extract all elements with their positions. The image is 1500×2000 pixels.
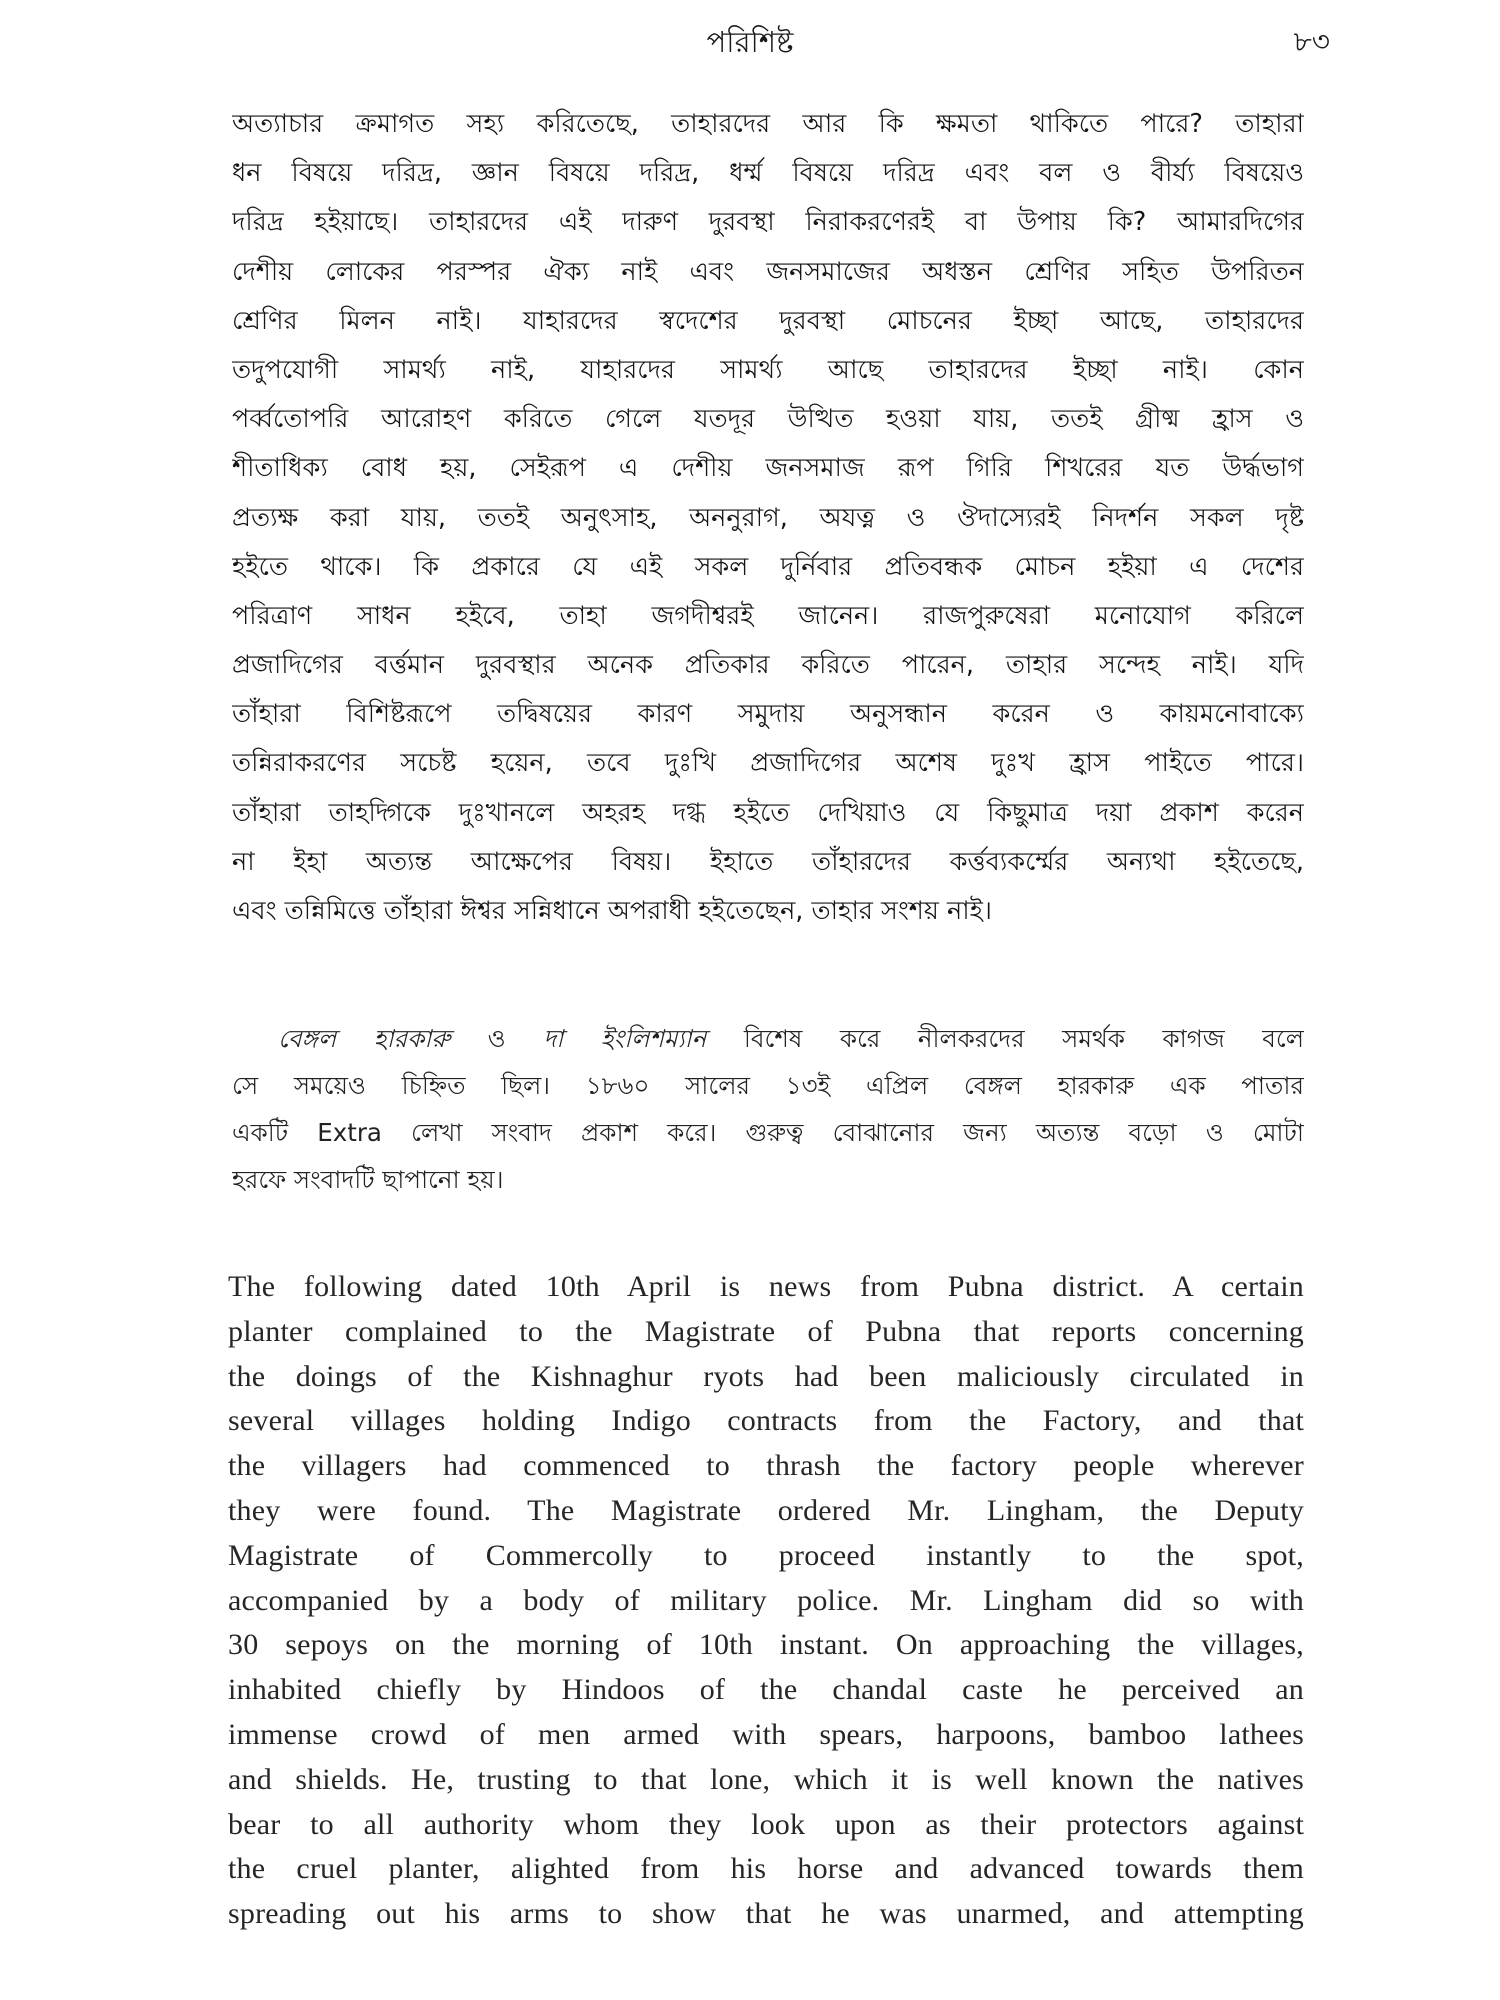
text-line: তাঁহারা বিশিষ্টরূপে তদ্বিষয়ের কারণ সমুদায় অনুসন্ধান করেন ও কায়মনোবাক্যে bbox=[232, 699, 1304, 730]
running-header-title: পরিশিষ্ট bbox=[706, 25, 794, 59]
text-line: planter complained to the Magistrate of Pubna that reports concerning bbox=[228, 1314, 1304, 1348]
text-line: তন্নিরাকরণের সচেষ্ট হয়েন, তবে দুঃখি প্রজাদিগের অশেষ দুঃখ হ্রাস পাইতে পারে। bbox=[232, 748, 1304, 779]
text-line: শীতাধিক্য বোধ হয়, সেইরূপ এ দেশীয় জনসমাজ রূপ গিরি শিখরের যত উৰ্দ্ধভাগ bbox=[232, 453, 1304, 484]
text-line: the villagers had commenced to thrash the factory people wherever bbox=[228, 1449, 1304, 1483]
bengali-paragraph-2 bbox=[232, 1015, 1304, 1203]
text-line bbox=[232, 1015, 1304, 1062]
text-line: প্রত্যক্ষ করা যায়, ততই অনুৎসাহ, অননুরাগ, অযত্ন ও ঔদাস্যেরই নিদর্শন সকল দৃষ্ট bbox=[232, 502, 1304, 533]
text-fragment: ও bbox=[450, 1024, 544, 1053]
text-line: পরিত্রাণ সাধন হইবে, তাহা জগদীশ্বরই জানেন। রাজপুরুষেরা মনোযোগ করিলে bbox=[232, 600, 1304, 631]
newspaper-name: দা ইংলিশম্যান bbox=[543, 1024, 707, 1053]
page-number: ৮৩ bbox=[1293, 25, 1330, 58]
english-quoted-paragraph bbox=[228, 1265, 1304, 1937]
text-line: প্রজাদিগের বৰ্ত্তমান দুরবস্থার অনেক প্রতিকার করিতে পারেন, তাহার সন্দেহ নাই। যদি bbox=[232, 650, 1304, 681]
bengali-paragraph-1 bbox=[232, 100, 1304, 936]
text-line: হরফে সংবাদটি ছাপানো হয়। bbox=[232, 1165, 504, 1194]
text-line: তদুপযোগী সামর্থ্য নাই, যাহারদের সামর্থ্য আছে তাহারদের ইচ্ছা নাই। কোন bbox=[232, 354, 1304, 385]
text-line: শ্রেণির মিলন নাই। যাহারদের স্বদেশের দুরবস্থা মোচনের ইচ্ছা আছে, তাহারদের bbox=[232, 305, 1304, 336]
text-line: bear to all authority whom they look upon as their protectors against bbox=[228, 1807, 1304, 1841]
text-line: the cruel planter, alighted from his horse and advanced towards them bbox=[228, 1852, 1304, 1886]
text-line: inhabited chiefly by Hindoos of the chandal caste he perceived an bbox=[228, 1673, 1304, 1707]
text-line: several villages holding Indigo contracts from the Factory, and that bbox=[228, 1404, 1304, 1438]
text-line: দেশীয় লোকের পরস্পর ঐক্য নাই এবং জনসমাজের অধস্তন শ্রেণির সহিত উপরিতন bbox=[232, 256, 1304, 287]
text-line: তাঁহারা তাহদ্গিকে দুঃখানলে অহরহ দগ্ধ হইতে দেখিয়াও যে কিছুমাত্র দয়া প্রকাশ করেন bbox=[232, 797, 1304, 828]
text-fragment: বিশেষ করে নীলকরদের সমর্থক কাগজ বলে bbox=[706, 1024, 1304, 1053]
text-line: হইতে থাকে। কি প্রকারে যে এই সকল দুর্নিবার প্রতিবন্ধক মোচন হইয়া এ দেশের bbox=[232, 551, 1304, 582]
text-line: দরিদ্র হইয়াছে। তাহারদের এই দারুণ দুরবস্থা নিরাকরণেরই বা উপায় কি? আমারদিগের bbox=[232, 207, 1304, 238]
text-line: The following dated 10th April is news from Pubna district. A certain bbox=[228, 1270, 1304, 1303]
text-line: and shields. He, trusting to that lone, which it is well known the natives bbox=[228, 1762, 1304, 1796]
text-line: accompanied by a body of military police. Mr. Lingham did so with bbox=[228, 1583, 1304, 1617]
text-line: সে সময়েও চিহ্নিত ছিল। ১৮৬০ সালের ১৩ই এপ্রিল বেঙ্গল হারকারু এক পাতার bbox=[232, 1071, 1304, 1100]
newspaper-name: বেঙ্গল হারকারু bbox=[278, 1024, 451, 1053]
text-line: they were found. The Magistrate ordered Mr. Lingham, the Deputy bbox=[228, 1493, 1304, 1527]
text-line: ধন বিষয়ে দরিদ্র, জ্ঞান বিষয়ে দরিদ্র, ধৰ্ম্ম বিষয়ে দরিদ্র এবং বল ও বীর্য্য বিষয়েও bbox=[232, 158, 1304, 189]
text-line: spreading out his arms to show that he was unarmed, and attempting bbox=[228, 1897, 1304, 1931]
text-line: এবং তন্নিমিত্তে তাঁহারা ঈশ্বর সন্নিধানে অপরাধী হইতেছেন, তাহার সংশয় নাই। bbox=[232, 896, 993, 926]
text-line: immense crowd of men armed with spears, harpoons, bamboo lathees bbox=[228, 1717, 1304, 1751]
text-line: একটি Extra লেখা সংবাদ প্রকাশ করে। গুরুত্ব বোঝানোর জন্য অত্যন্ত বড়ো ও মোটা bbox=[232, 1118, 1304, 1147]
text-line: না ইহা অত্যন্ত আক্ষেপের বিষয়। ইহাতে তাঁহারদের কৰ্ত্তব্যকৰ্ম্মের অন্যথা হইতেছে, bbox=[232, 846, 1304, 877]
text-line: Magistrate of Commercolly to proceed instantly to the spot, bbox=[228, 1538, 1304, 1572]
text-line: the doings of the Kishnaghur ryots had been maliciously circulated in bbox=[228, 1359, 1304, 1393]
text-line: অত্যাচার ক্রমাগত সহ্য করিতেছে, তাহারদের আর কি ক্ষমতা থাকিতে পারে? তাহারা bbox=[232, 109, 1304, 139]
text-line: পৰ্ব্বতোপরি আরোহণ করিতে গেলে যতদূর উত্থিত হওয়া যায়, ততই গ্রীষ্ম হ্রাস ও bbox=[232, 404, 1304, 435]
text-line: 30 sepoys on the morning of 10th instant. On approaching the villages, bbox=[228, 1628, 1304, 1662]
